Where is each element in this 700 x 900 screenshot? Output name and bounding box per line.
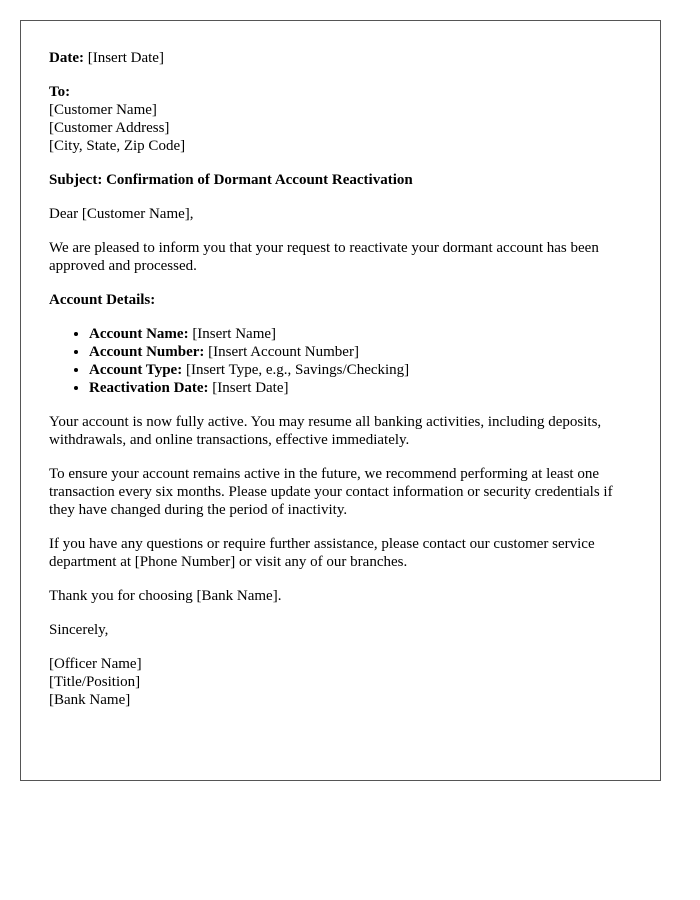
detail-label: Account Name:	[89, 326, 189, 342]
detail-label: Account Number:	[89, 344, 205, 360]
officer-title: [Title/Position]	[49, 674, 141, 690]
detail-value: [Insert Account Number]	[208, 344, 359, 360]
account-details-list	[49, 325, 632, 397]
date-value: [Insert Date]	[87, 50, 164, 66]
thanks-line: Thank you for choosing [Bank Name].	[49, 588, 282, 604]
recipient-address: [Customer Address]	[49, 120, 170, 136]
subject-text: Subject: Confirmation of Dormant Account Reactivation	[49, 172, 413, 188]
recipient-name: [Customer Name]	[49, 102, 157, 118]
detail-label: Reactivation Date:	[89, 380, 209, 396]
list-item	[89, 379, 632, 397]
detail-value: [Insert Name]	[192, 326, 277, 342]
detail-value: [Insert Date]	[212, 380, 289, 396]
date-label: Date:	[49, 50, 84, 66]
date-line	[49, 49, 632, 67]
details-heading-text: Account Details:	[49, 292, 156, 308]
details-heading	[49, 291, 632, 309]
recipient-block	[49, 83, 632, 155]
list-item	[89, 361, 632, 379]
subject-line	[49, 171, 632, 189]
active-paragraph: Your account is now fully active. You may resume all banking activities, including deposits, withdrawals, and online transactions, effective immediately.	[49, 414, 602, 448]
intro-paragraph: We are pleased to inform you that your request to reactivate your dormant account has been approved and processed.	[49, 240, 599, 274]
detail-label: Account Type:	[89, 362, 183, 378]
detail-value: [Insert Type, e.g., Savings/Checking]	[185, 362, 410, 378]
closing-line: Sincerely,	[49, 622, 109, 638]
list-item	[89, 343, 632, 361]
bank-name: [Bank Name]	[49, 692, 131, 708]
to-label: To:	[49, 84, 71, 100]
letter-page	[20, 20, 661, 781]
list-item	[89, 325, 632, 343]
officer-name: [Officer Name]	[49, 656, 142, 672]
recipient-city: [City, State, Zip Code]	[49, 138, 186, 154]
salutation: Dear [Customer Name],	[49, 206, 194, 222]
questions-paragraph: If you have any questions or require further assistance, please contact our customer service department at [Phone Number] or visit any of our branches.	[49, 536, 595, 570]
recommend-paragraph: To ensure your account remains active in the future, we recommend performing at least one transaction every six months. Please update your contact information or security credentials if they have changed during the period of inactivity.	[49, 466, 613, 518]
signature-block	[49, 655, 632, 709]
